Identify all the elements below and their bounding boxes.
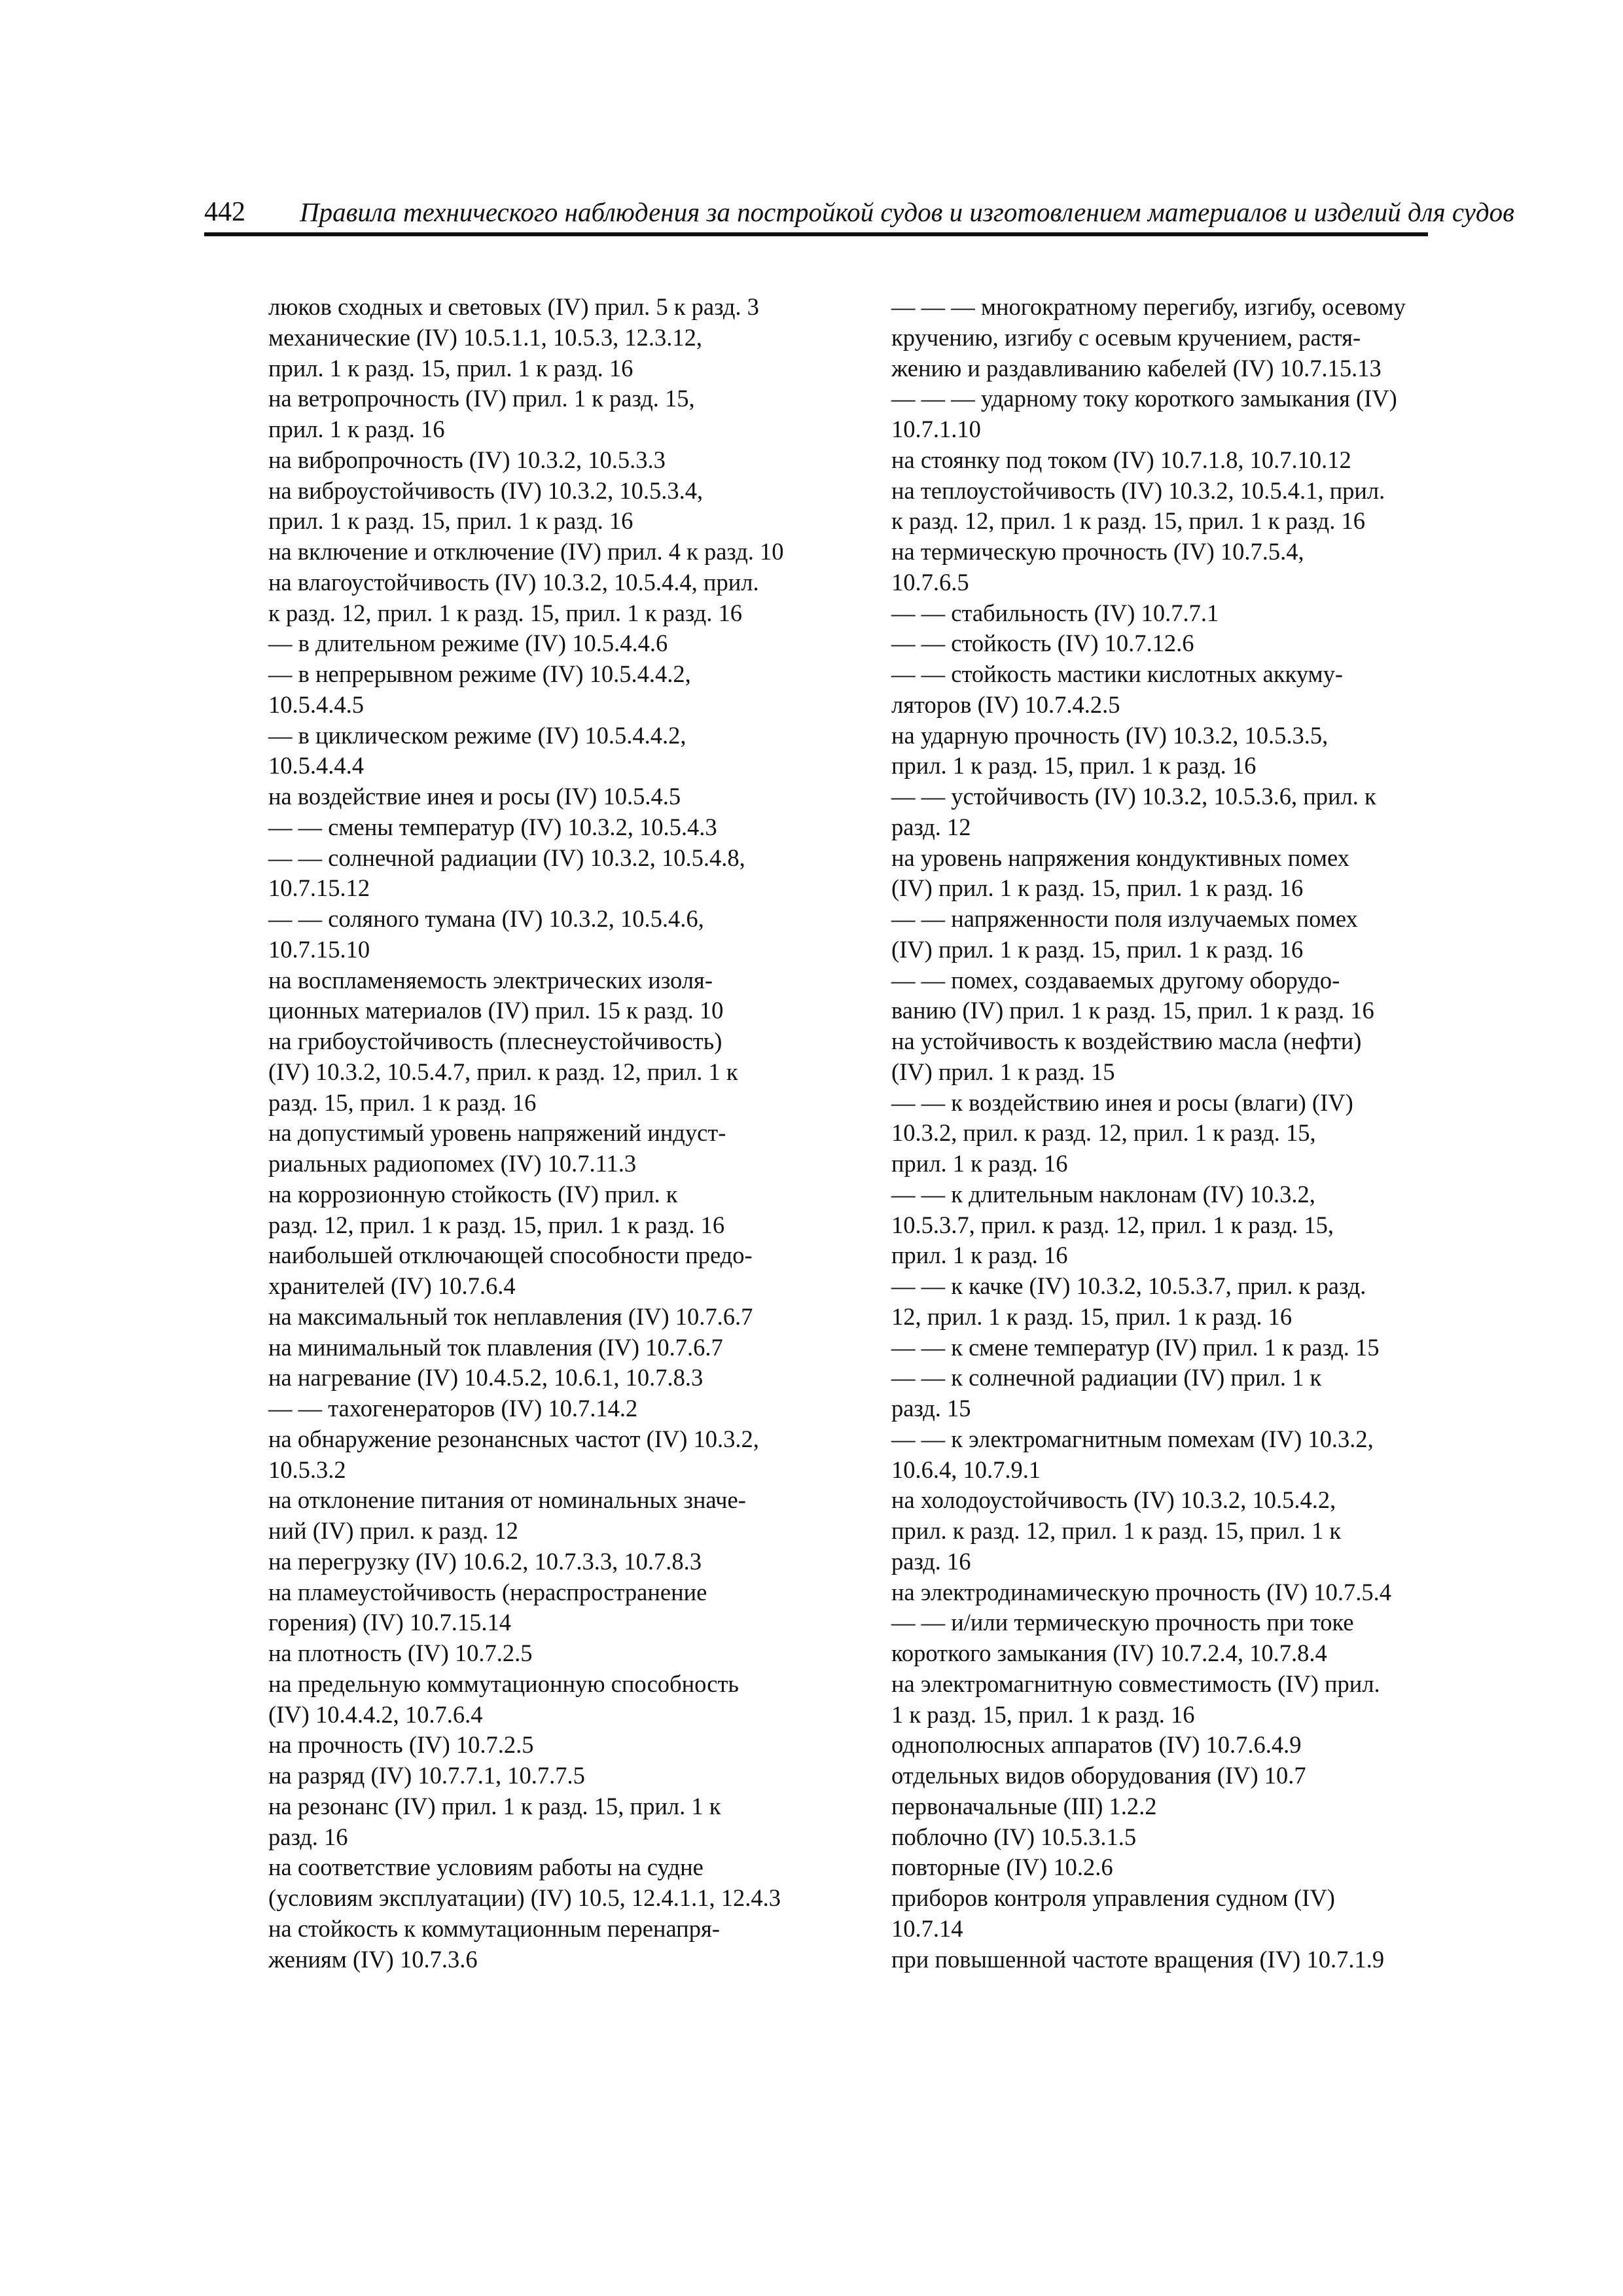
index-entry-line: прил. к разд. 12, прил. 1 к разд. 15, прил. 1 к (891, 1517, 1342, 1544)
index-entry-line: на воспламеняемость электрических изоля- (268, 966, 713, 994)
index-entry-line: на электромагнитную совместимость (IV) прил. (891, 1670, 1380, 1697)
index-entry-line: (IV) прил. 1 к разд. 15 (891, 1058, 1115, 1085)
index-entry-line: (IV) прил. 1 к разд. 15, прил. 1 к разд. 16 (891, 874, 1304, 902)
index-column-right (891, 292, 1428, 1975)
index-entry-line: — — к качке (IV) 10.3.2, 10.5.3.7, прил. к разд. (891, 1272, 1366, 1299)
index-entry-line: на влагоустойчивость (IV) 10.3.2, 10.5.4.4, прил. (268, 568, 759, 596)
index-entry-line: на нагревание (IV) 10.4.5.2, 10.6.1, 10.7.8.3 (268, 1364, 704, 1391)
index-entry-line: при повышенной частоте вращения (IV) 10.7.1.9 (891, 1945, 1385, 1973)
index-entry-line: (IV) 10.4.4.2, 10.7.6.4 (268, 1700, 483, 1728)
index-entry-line: отдельных видов оборудования (IV) 10.7 (891, 1762, 1306, 1789)
index-entry-line: 10.5.3.2 (268, 1456, 346, 1483)
index-entry-line: 1 к разд. 15, прил. 1 к разд. 16 (891, 1700, 1195, 1728)
index-entry-line: 10.5.4.4.4 (268, 752, 364, 780)
index-entry-line: 10.6.4, 10.7.9.1 (891, 1456, 1041, 1483)
index-entry-line: на холодоустойчивость (IV) 10.3.2, 10.5.4.2, (891, 1486, 1336, 1514)
index-entry-line: — — помех, создаваемых другому оборудо- (891, 966, 1340, 994)
index-entry-line: горения) (IV) 10.7.15.14 (268, 1609, 511, 1636)
index-entry-line: на пламеустойчивость (нераспространение (268, 1578, 707, 1605)
index-entry-line: короткого замыкания (IV) 10.7.2.4, 10.7.8.4 (891, 1640, 1327, 1666)
index-entry-line: на уровень напряжения кондуктивных помех (891, 844, 1349, 871)
index-entry-line: — — и/или термическую прочность при токе (891, 1609, 1354, 1636)
index-entry-line: — — стабильность (IV) 10.7.7.1 (891, 599, 1219, 626)
index-entry-line: — — к электромагнитным помехам (IV) 10.3.2, (891, 1425, 1374, 1452)
index-entry-line: разд. 12, прил. 1 к разд. 15, прил. 1 к разд. 16 (268, 1211, 725, 1238)
index-entry-line: на резонанс (IV) прил. 1 к разд. 15, прил. 1 к (268, 1792, 721, 1820)
index-entry-line: первоначальные (III) 1.2.2 (891, 1792, 1157, 1820)
index-entry-line: кручению, изгибу с осевым кручением, растя- (891, 323, 1361, 351)
index-entry-line: прил. 1 к разд. 15, прил. 1 к разд. 16 (268, 507, 633, 535)
index-entry-line: на вибропрочность (IV) 10.3.2, 10.5.3.3 (268, 446, 666, 473)
index-entry-line: (IV) прил. 1 к разд. 15, прил. 1 к разд. 16 (891, 935, 1304, 963)
index-entry-line: на воздействие инея и росы (IV) 10.5.4.5 (268, 783, 681, 810)
index-entry-line: — — смены температур (IV) 10.3.2, 10.5.4.3 (268, 813, 717, 840)
index-entry-line: 10.7.15.12 (268, 874, 370, 902)
index-entry-line: — — к смене температур (IV) прил. 1 к разд. 15 (891, 1333, 1380, 1361)
index-column-left (268, 292, 831, 1975)
index-entry-line: на грибоустойчивость (плеснеустойчивость) (268, 1028, 722, 1054)
index-entry-line: на минимальный ток плавления (IV) 10.7.6.7 (268, 1333, 723, 1361)
index-entry-line: (IV) 10.3.2, 10.5.4.7, прил. к разд. 12, прил. 1 к (268, 1058, 738, 1085)
index-entry-line: наибольшей отключающей способности предо- (268, 1242, 753, 1269)
running-title: Правила технического наблюдения за постройкой судов и изготовлением материалов и изделий для судов (300, 197, 1514, 227)
index-entry-line: (условиям эксплуатации) (IV) 10.5, 12.4.1.1, 12.4.3 (268, 1884, 781, 1911)
index-entry-line: на перегрузку (IV) 10.6.2, 10.7.3.3, 10.7.8.3 (268, 1547, 702, 1575)
index-entry-line: приборов контроля управления судном (IV) (891, 1884, 1335, 1911)
index-entry-line: на ударную прочность (IV) 10.3.2, 10.5.3.5, (891, 721, 1329, 749)
index-entry-line: 10.7.1.10 (891, 416, 981, 442)
index-entry-line: на устойчивость к воздействию масла (нефти) (891, 1028, 1362, 1054)
index-entry-line: хранителей (IV) 10.7.6.4 (268, 1272, 516, 1299)
index-entry-line: — — устойчивость (IV) 10.3.2, 10.5.3.6, прил. к (891, 783, 1376, 810)
index-entry-line: — — к солнечной радиации (IV) прил. 1 к (891, 1364, 1322, 1391)
index-entry-line: — — к воздействию инея и росы (влаги) (IV) (891, 1088, 1353, 1116)
index-entry-line: ляторов (IV) 10.7.4.2.5 (891, 691, 1120, 718)
index-entry-line: на прочность (IV) 10.7.2.5 (268, 1731, 534, 1759)
index-entry-line: 10.5.4.4.5 (268, 691, 364, 718)
index-entry-line: разд. 15 (891, 1395, 971, 1422)
index-entry-line: разд. 16 (268, 1823, 348, 1850)
index-entry-line: ционных материалов (IV) прил. 15 к разд. 10 (268, 997, 724, 1024)
index-entry-line: риальных радиопомех (IV) 10.7.11.3 (268, 1150, 637, 1177)
index-entry-line: прил. 1 к разд. 16 (891, 1150, 1068, 1177)
index-entry-line: жениям (IV) 10.7.3.6 (268, 1945, 478, 1973)
index-entry-line: люков сходных и световых (IV) прил. 5 к разд. 3 (268, 293, 759, 320)
index-entry-line: — — к длительным наклонам (IV) 10.3.2, (891, 1180, 1315, 1208)
index-entry-line: прил. 1 к разд. 16 (891, 1242, 1068, 1269)
index-entry-line: — — солнечной радиации (IV) 10.3.2, 10.5.4.8, (268, 844, 745, 871)
index-entry-line: повторные (IV) 10.2.6 (891, 1854, 1113, 1881)
index-entry-line: — — — многократному перегибу, изгибу, осевому (891, 293, 1406, 320)
index-entry-line: прил. 1 к разд. 15, прил. 1 к разд. 16 (268, 354, 633, 382)
index-entry-line: на предельную коммутационную способность (268, 1670, 740, 1697)
index-entry-line: 10.7.14 (891, 1914, 963, 1942)
index-entry-line: прил. 1 к разд. 15, прил. 1 к разд. 16 (891, 752, 1257, 780)
index-entry-line: на отклонение питания от номинальных значе- (268, 1486, 746, 1514)
index-entry-line: к разд. 12, прил. 1 к разд. 15, прил. 1 к разд. 16 (268, 599, 742, 626)
index-entry-line: — — — ударному току короткого замыкания (IV) (891, 385, 1397, 412)
index-entry-line: на максимальный ток неплавления (IV) 10.7.6.7 (268, 1302, 753, 1330)
index-entry-line: на разряд (IV) 10.7.7.1, 10.7.7.5 (268, 1762, 585, 1789)
index-entry-line: — в циклическом режиме (IV) 10.5.4.4.2, (268, 721, 687, 749)
index-entry-line: разд. 15, прил. 1 к разд. 16 (268, 1088, 537, 1116)
index-entry-line: поблочно (IV) 10.5.3.1.5 (891, 1823, 1137, 1850)
index-entry-line: — — напряженности поля излучаемых помех (891, 905, 1358, 932)
index-entry-line: на теплоустойчивость (IV) 10.3.2, 10.5.4.1, прил. (891, 476, 1385, 504)
index-entry-line: 10.7.6.5 (891, 568, 969, 596)
index-entry-line: однополюсных аппаратов (IV) 10.7.6.4.9 (891, 1731, 1302, 1759)
index-entry-line: на соответствие условиям работы на судне (268, 1854, 704, 1881)
index-entry-line: 10.7.15.10 (268, 935, 370, 963)
index-entry-line: на стойкость к коммутационным перенапря- (268, 1914, 720, 1942)
index-entry-line: — — стойкость мастики кислотных аккуму- (891, 660, 1344, 687)
index-entry-line: на термическую прочность (IV) 10.7.5.4, (891, 538, 1304, 565)
page-number: 442 (204, 197, 245, 227)
index-entry-line: — в длительном режиме (IV) 10.5.4.4.6 (268, 630, 668, 657)
index-entry-line: на включение и отключение (IV) прил. 4 к разд. 10 (268, 538, 784, 565)
index-entry-line: — — соляного тумана (IV) 10.3.2, 10.5.4.6, (268, 905, 704, 932)
header-rule (204, 232, 1428, 236)
index-entry-line: жению и раздавливанию кабелей (IV) 10.7.15.13 (891, 354, 1382, 382)
index-entry-line: на электродинамическую прочность (IV) 10.7.5.4 (891, 1578, 1392, 1605)
index-entry-line: 10.5.3.7, прил. к разд. 12, прил. 1 к разд. 15, (891, 1211, 1334, 1238)
index-entry-line: на допустимый уровень напряжений индуст- (268, 1119, 726, 1147)
index-entry-line: на стоянку под током (IV) 10.7.1.8, 10.7.10.12 (891, 446, 1351, 473)
index-entry-line: — в непрерывном режиме (IV) 10.5.4.4.2, (268, 660, 691, 687)
index-entry-line: ний (IV) прил. к разд. 12 (268, 1517, 518, 1544)
index-entry-line: на виброустойчивость (IV) 10.3.2, 10.5.3.4, (268, 476, 704, 504)
index-entry-line: — — стойкость (IV) 10.7.12.6 (891, 630, 1194, 657)
index-entry-line: — — тахогенераторов (IV) 10.7.14.2 (268, 1395, 638, 1422)
index-entry-line: прил. 1 к разд. 16 (268, 416, 445, 442)
index-entry-line: ванию (IV) прил. 1 к разд. 15, прил. 1 к разд. 16 (891, 997, 1374, 1024)
index-entry-line: механические (IV) 10.5.1.1, 10.5.3, 12.3.12, (268, 323, 703, 351)
index-entry-line: на ветропрочность (IV) прил. 1 к разд. 15, (268, 385, 695, 412)
index-entry-line: на обнаружение резонансных частот (IV) 10.3.2, (268, 1425, 759, 1452)
index-entry-line: разд. 16 (891, 1547, 971, 1575)
index-entry-line: на плотность (IV) 10.7.2.5 (268, 1640, 533, 1666)
index-entry-line: 12, прил. 1 к разд. 15, прил. 1 к разд. 16 (891, 1302, 1293, 1330)
index-entry-line: на коррозионную стойкость (IV) прил. к (268, 1180, 678, 1208)
index-entry-line: к разд. 12, прил. 1 к разд. 15, прил. 1 к разд. 16 (891, 507, 1365, 535)
index-entry-line: разд. 12 (891, 813, 971, 840)
index-entry-line: 10.3.2, прил. к разд. 12, прил. 1 к разд. 15, (891, 1119, 1316, 1147)
